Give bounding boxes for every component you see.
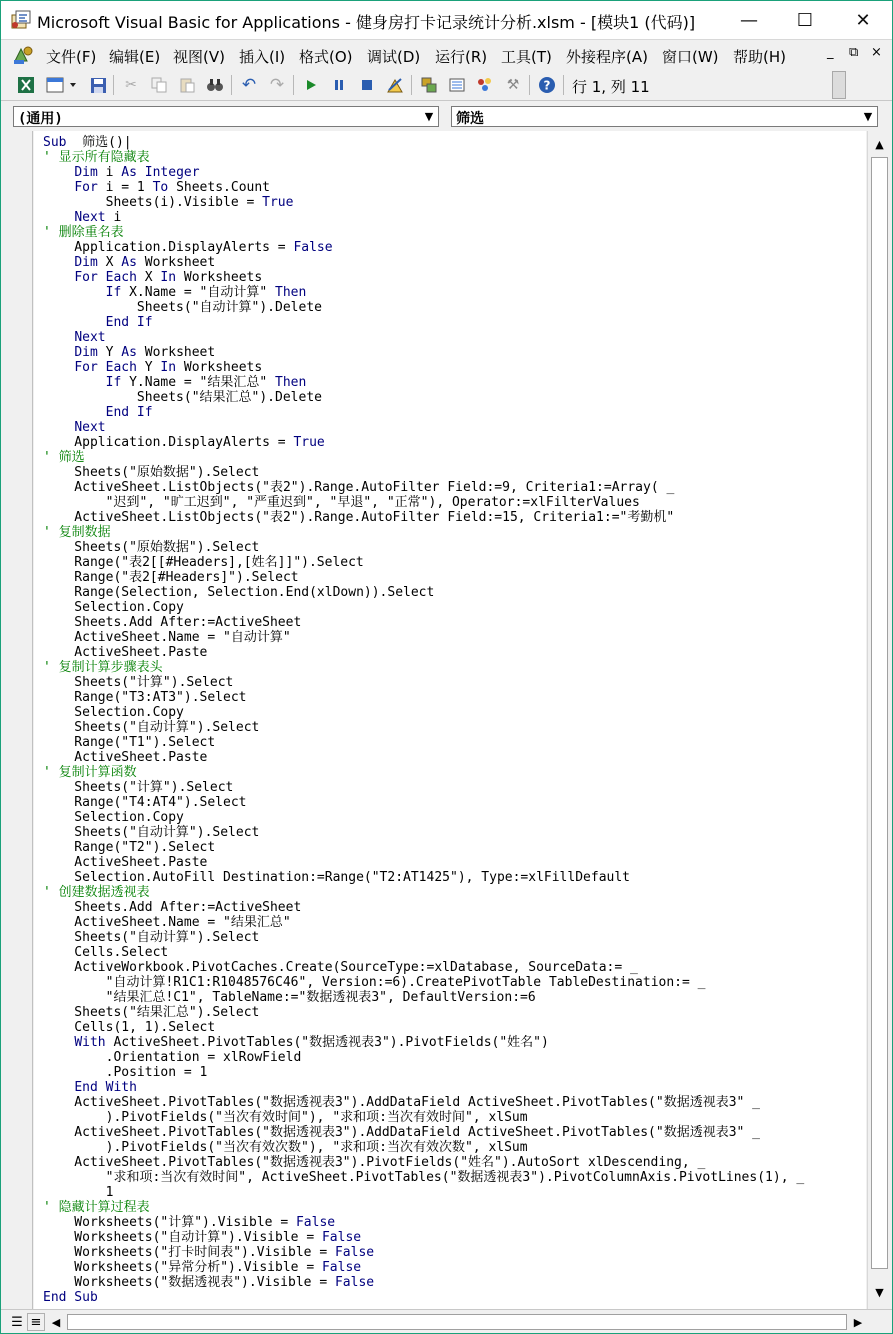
- code-token: Worksheets("异常分析").Visible =: [43, 1260, 322, 1275]
- code-token: i = 1: [97, 180, 153, 195]
- code-line[interactable]: [43, 240, 804, 255]
- code-line[interactable]: [43, 330, 804, 345]
- help-button[interactable]: [537, 75, 557, 95]
- code-token: Y.Name = "结果汇总": [121, 375, 276, 390]
- code-token: ).PivotFields("当次有效次数"), "求和项:当次有效次数", xlSum: [43, 1140, 528, 1155]
- break-button[interactable]: [329, 75, 349, 95]
- code-token: Sheets("原始数据").Select: [43, 540, 260, 555]
- cursor-position-readout: 行 1, 列 11: [572, 78, 650, 96]
- code-token: Sheets("结果汇总").Select: [43, 1005, 260, 1020]
- code-keyword: Then: [275, 285, 307, 300]
- code-token: Worksheets("自动计算").Visible =: [43, 1230, 322, 1245]
- scroll-right-icon[interactable]: ▶: [853, 1315, 863, 1329]
- code-token: Range("T1").Select: [43, 735, 216, 750]
- insert-userform-icon: [46, 76, 80, 94]
- object-combo[interactable]: [13, 106, 439, 127]
- code-line[interactable]: [43, 675, 804, 690]
- code-token: X: [136, 270, 161, 285]
- code-text[interactable]: [43, 135, 804, 1305]
- svg-text:?: ?: [543, 78, 551, 93]
- code-line[interactable]: [43, 255, 804, 270]
- code-token: Sheets("计算").Select: [43, 780, 234, 795]
- code-line[interactable]: [43, 1005, 804, 1020]
- object-browser-button[interactable]: [475, 75, 495, 95]
- code-comment: ' 复制计算步骤表头: [43, 660, 163, 675]
- code-line[interactable]: [43, 480, 804, 495]
- code-token: [43, 375, 106, 390]
- properties-icon: [448, 76, 466, 94]
- code-line[interactable]: [43, 555, 804, 570]
- code-keyword: End With: [74, 1080, 137, 1095]
- menu-file[interactable]: 文件(F): [46, 48, 97, 66]
- code-token: Y: [136, 360, 161, 375]
- toolbox-button[interactable]: [503, 75, 523, 95]
- code-line[interactable]: [43, 810, 804, 825]
- code-token: Application.DisplayAlerts =: [43, 240, 294, 255]
- code-token: [43, 285, 106, 300]
- toolbar-separator: [563, 75, 564, 95]
- vba-app-icon: [10, 9, 32, 31]
- code-token: Sheets("自动计算").Delete: [43, 300, 322, 315]
- code-keyword: With: [74, 1035, 106, 1050]
- help-icon: [538, 76, 556, 94]
- menu-bar: [1, 39, 892, 69]
- code-token: ).PivotFields("当次有效时间"), "求和项:当次有效时间", xlSum: [43, 1110, 528, 1125]
- code-keyword: Then: [275, 375, 307, 390]
- code-comment: ' 复制数据: [43, 525, 111, 540]
- code-token: X: [97, 255, 122, 270]
- find-button[interactable]: [205, 75, 225, 95]
- mdi-minimize-button[interactable]: _: [827, 45, 834, 60]
- excel-icon: [17, 76, 35, 94]
- menu-addins[interactable]: 外接程序(A): [566, 48, 648, 66]
- code-token: ActiveSheet.PivotTables("数据透视表3").PivotFields("姓名"): [105, 1035, 549, 1050]
- code-line[interactable]: [43, 705, 804, 720]
- code-line[interactable]: [43, 990, 804, 1005]
- toolbar-separator: [293, 75, 294, 95]
- code-token: "迟到", "旷工迟到", "严重迟到", "早退", "正常"), Operator:=xlFilterValues: [43, 495, 640, 510]
- code-keyword: Dim: [74, 165, 98, 180]
- break-icon: [333, 79, 345, 91]
- scroll-left-icon[interactable]: ◀: [51, 1315, 61, 1329]
- code-line[interactable]: [43, 135, 804, 150]
- code-pane: [1, 131, 892, 1309]
- cut-icon: ✂: [125, 77, 137, 93]
- copy-button[interactable]: [149, 75, 169, 95]
- code-line[interactable]: [43, 1140, 804, 1155]
- code-keyword: End If: [105, 405, 153, 420]
- code-keyword: As: [121, 255, 137, 270]
- code-line[interactable]: [43, 795, 804, 810]
- code-token: Sheets.Add After:=ActiveSheet: [43, 615, 302, 630]
- toolbar-separator: [113, 75, 114, 95]
- code-line[interactable]: [43, 270, 804, 285]
- redo-button[interactable]: [267, 75, 287, 95]
- menu-tools[interactable]: 工具(T): [501, 48, 552, 66]
- vertical-scroll-thumb[interactable]: [871, 157, 888, 1269]
- full-module-view-button[interactable]: [27, 1313, 45, 1331]
- code-token: Selection.Copy: [43, 600, 184, 615]
- code-token: [43, 360, 74, 375]
- menu-insert[interactable]: 插入(I): [239, 48, 286, 66]
- code-token: Range("T2").Select: [43, 840, 216, 855]
- code-keyword: Integer: [144, 165, 200, 180]
- code-line[interactable]: [43, 1035, 804, 1050]
- code-keyword: End If: [105, 315, 153, 330]
- project-explorer-button[interactable]: [419, 75, 439, 95]
- code-keyword: In: [160, 270, 177, 285]
- procedure-view-button[interactable]: [9, 1313, 25, 1331]
- run-icon: [305, 79, 317, 91]
- code-keyword: False: [295, 1215, 336, 1230]
- code-line[interactable]: [43, 1170, 804, 1185]
- code-line[interactable]: [43, 915, 804, 930]
- code-token: [43, 270, 74, 285]
- code-line[interactable]: [43, 1095, 804, 1110]
- code-token: [43, 405, 106, 420]
- code-line[interactable]: [43, 885, 804, 900]
- code-line[interactable]: [43, 465, 804, 480]
- code-token: Worksheets: [176, 270, 263, 285]
- margin-indicator-bar[interactable]: [9, 131, 33, 1309]
- code-line[interactable]: [43, 300, 804, 315]
- code-token: "求和项:当次有效时间", ActiveSheet.PivotTables("数据透视表3").PivotColumnAxis.PivotLines(1), _: [43, 1170, 805, 1185]
- code-line[interactable]: [43, 570, 804, 585]
- code-token: "自动计算!R1C1:R1048576C46", Version:=6).CreatePivotTable TableDestination:= _: [43, 975, 706, 990]
- code-combo-row: [1, 101, 892, 131]
- code-keyword: True: [262, 195, 294, 210]
- code-editor[interactable]: [34, 131, 866, 1309]
- scroll-up-icon[interactable]: ▲: [875, 137, 884, 151]
- properties-button[interactable]: [447, 75, 467, 95]
- horizontal-scroll-thumb[interactable]: [67, 1314, 847, 1330]
- code-comment: ' 删除重名表: [43, 225, 124, 240]
- code-line[interactable]: [43, 1215, 804, 1230]
- code-token: [43, 420, 74, 435]
- code-token: ActiveSheet.ListObjects("表2").Range.AutoFilter Field:=9, Criteria1:=Array( _: [43, 480, 675, 495]
- maximize-button[interactable]: [777, 1, 833, 39]
- design-mode-button[interactable]: [385, 75, 405, 95]
- code-token: Sheets("结果汇总").Delete: [43, 390, 322, 405]
- cut-button[interactable]: [121, 75, 141, 95]
- code-line[interactable]: [43, 1200, 804, 1215]
- menu-window[interactable]: 窗口(W): [662, 48, 719, 66]
- undo-button[interactable]: [239, 75, 259, 95]
- code-token: Sheets(i).Visible =: [43, 195, 263, 210]
- menu-help[interactable]: 帮助(H): [733, 48, 786, 66]
- code-line[interactable]: [43, 165, 804, 180]
- code-token: Sheets("计算").Select: [43, 675, 234, 690]
- code-line[interactable]: [43, 825, 804, 840]
- code-line[interactable]: [43, 1185, 804, 1200]
- code-keyword: Next: [74, 330, 106, 345]
- code-token: ActiveSheet.Paste: [43, 645, 208, 660]
- title-bar[interactable]: [1, 1, 892, 39]
- code-token: ActiveSheet.PivotTables("数据透视表3").AddDataField ActiveSheet.PivotTables("数据透视表3" _: [43, 1125, 760, 1140]
- code-line[interactable]: [43, 690, 804, 705]
- code-line[interactable]: [43, 585, 804, 600]
- code-token: ActiveSheet.Name = "结果汇总": [43, 915, 291, 930]
- code-line[interactable]: [43, 1110, 804, 1125]
- code-token: Sheets("自动计算").Select: [43, 930, 260, 945]
- redo-icon: ↷: [269, 75, 285, 95]
- code-token: Worksheets("数据透视表").Visible =: [43, 1275, 335, 1290]
- code-line[interactable]: [43, 1065, 804, 1080]
- code-token: X.Name = "自动计算": [121, 285, 276, 300]
- toolbox-icon: ⚒: [506, 77, 520, 93]
- code-token: i: [105, 210, 122, 225]
- code-line[interactable]: [43, 870, 804, 885]
- code-token: [43, 1080, 74, 1095]
- code-line[interactable]: [43, 435, 804, 450]
- code-comment: ' 筛选: [43, 450, 85, 465]
- code-keyword: For Each: [74, 360, 137, 375]
- code-line[interactable]: [43, 975, 804, 990]
- procedure-combo[interactable]: [451, 106, 878, 127]
- code-keyword: False: [334, 1275, 375, 1290]
- code-token: Range("T4:AT4").Select: [43, 795, 247, 810]
- menu-format[interactable]: 格式(O): [299, 48, 353, 66]
- code-keyword: False: [334, 1245, 375, 1260]
- code-token: Range("表2[#Headers]").Select: [43, 570, 299, 585]
- bottom-bar: [1, 1309, 892, 1333]
- code-token: Worksheet: [136, 345, 216, 360]
- code-comment: ' 创建数据透视表: [43, 885, 150, 900]
- code-token: [43, 345, 74, 360]
- code-line[interactable]: [43, 1290, 804, 1305]
- code-keyword: Dim: [74, 255, 98, 270]
- code-token: [43, 315, 106, 330]
- code-line[interactable]: [43, 630, 804, 645]
- code-line[interactable]: [43, 450, 804, 465]
- code-line[interactable]: [43, 375, 804, 390]
- code-line[interactable]: [43, 1080, 804, 1095]
- code-token: .Orientation = xlRowField: [43, 1050, 302, 1065]
- code-line[interactable]: [43, 900, 804, 915]
- code-token: [43, 1035, 74, 1050]
- code-token: Worksheets("打卡时间表").Visible =: [43, 1245, 335, 1260]
- code-line[interactable]: [43, 525, 804, 540]
- paste-icon: [179, 77, 195, 93]
- code-line[interactable]: [43, 615, 804, 630]
- scroll-down-icon[interactable]: ▼: [875, 1285, 884, 1299]
- code-line[interactable]: [43, 1050, 804, 1065]
- code-keyword: For: [74, 180, 98, 195]
- reset-icon: [361, 79, 373, 91]
- code-token: Application.DisplayAlerts =: [43, 435, 294, 450]
- code-token: ActiveSheet.Paste: [43, 855, 208, 870]
- code-token: Worksheet: [136, 255, 216, 270]
- code-line[interactable]: [43, 1245, 804, 1260]
- code-keyword: As: [121, 345, 137, 360]
- save-button[interactable]: [88, 75, 108, 95]
- code-token: Worksheets: [176, 360, 263, 375]
- code-token: ActiveSheet.Paste: [43, 750, 208, 765]
- code-line[interactable]: [43, 600, 804, 615]
- code-line[interactable]: [43, 855, 804, 870]
- code-token: Sheets.Add After:=ActiveSheet: [43, 900, 302, 915]
- code-line[interactable]: [43, 945, 804, 960]
- code-keyword: If: [105, 375, 122, 390]
- code-keyword: Sub: [43, 135, 67, 150]
- code-line[interactable]: [43, 225, 804, 240]
- design-mode-icon: [386, 76, 404, 94]
- toolbar-separator: [411, 75, 412, 95]
- minimize-icon: —: [740, 9, 758, 31]
- code-token: Sheets("自动计算").Select: [43, 825, 260, 840]
- code-keyword: Next: [74, 420, 106, 435]
- code-keyword: False: [321, 1230, 362, 1245]
- code-keyword: For Each: [74, 270, 137, 285]
- code-line[interactable]: [43, 405, 804, 420]
- code-token: Cells.Select: [43, 945, 169, 960]
- code-token: Cells(1, 1).Select: [43, 1020, 216, 1035]
- code-line[interactable]: [43, 960, 804, 975]
- code-line[interactable]: [43, 510, 804, 525]
- code-keyword: False: [293, 240, 333, 255]
- minimize-button[interactable]: [721, 1, 777, 39]
- code-line[interactable]: [43, 1125, 804, 1140]
- mdi-restore-button[interactable]: ⧉: [849, 45, 859, 60]
- code-keyword: Dim: [74, 345, 98, 360]
- code-line[interactable]: [43, 780, 804, 795]
- code-token: Sheets.Count: [168, 180, 270, 195]
- chevron-down-icon[interactable]: ▼: [859, 107, 877, 126]
- code-token: 筛选()|: [66, 135, 132, 150]
- paste-button[interactable]: [177, 75, 197, 95]
- code-token: ActiveSheet.PivotTables("数据透视表3").AddDataField ActiveSheet.PivotTables("数据透视表3" _: [43, 1095, 760, 1110]
- code-token: Sheets("原始数据").Select: [43, 465, 260, 480]
- code-line[interactable]: [43, 930, 804, 945]
- code-line[interactable]: [43, 540, 804, 555]
- code-line[interactable]: [43, 210, 804, 225]
- code-keyword: If: [105, 285, 122, 300]
- code-line[interactable]: [43, 645, 804, 660]
- vertical-scrollbar[interactable]: [867, 131, 891, 1309]
- code-token: [43, 255, 74, 270]
- code-token: [43, 165, 74, 180]
- code-keyword: In: [160, 360, 177, 375]
- find-icon: [206, 77, 224, 93]
- code-line[interactable]: [43, 735, 804, 750]
- menu-debug[interactable]: 调试(D): [367, 48, 421, 66]
- object-combo-value: (通用): [18, 111, 63, 127]
- view-excel-button[interactable]: [16, 75, 36, 95]
- insert-userform-button[interactable]: [45, 75, 81, 95]
- code-line[interactable]: [43, 420, 804, 435]
- code-token: ActiveSheet.Name = "自动计算": [43, 630, 291, 645]
- code-token: Worksheets("计算").Visible =: [43, 1215, 296, 1230]
- code-line[interactable]: [43, 150, 804, 165]
- code-line[interactable]: [43, 1275, 804, 1290]
- code-comment: ' 复制计算函数: [43, 765, 137, 780]
- code-line[interactable]: [43, 390, 804, 405]
- code-line[interactable]: [43, 495, 804, 510]
- code-keyword: End Sub: [43, 1290, 98, 1305]
- toolbar-options-grip[interactable]: [832, 71, 846, 99]
- code-token: Selection.AutoFill Destination:=Range("T2:AT1425"), Type:=xlFillDefault: [43, 870, 630, 885]
- menu-run[interactable]: 运行(R): [435, 48, 488, 66]
- code-keyword: False: [321, 1260, 362, 1275]
- code-keyword: As: [121, 165, 137, 180]
- code-line[interactable]: [43, 360, 804, 375]
- code-token: Selection.Copy: [43, 810, 184, 825]
- menu-edit[interactable]: 编辑(E): [109, 48, 161, 66]
- code-line[interactable]: [43, 720, 804, 735]
- code-token: ActiveSheet.ListObjects("表2").Range.AutoFilter Field:=15, Criteria1:="考勤机": [43, 510, 675, 525]
- window-title: Microsoft Visual Basic for Applications - 健身房打卡记录统计分析.xlsm - [模块1 (代码)]: [37, 13, 696, 32]
- code-comment: ' 显示所有隐藏表: [43, 150, 150, 165]
- code-token: 1: [43, 1185, 114, 1200]
- code-token: Range("表2[[#Headers],[姓名]]").Select: [43, 555, 364, 570]
- object-browser-icon: [476, 76, 494, 94]
- mdi-close-button[interactable]: ×: [871, 45, 882, 60]
- code-line[interactable]: [43, 345, 804, 360]
- close-icon: ✕: [855, 9, 871, 31]
- code-token: Y: [97, 345, 122, 360]
- code-token: [43, 180, 74, 195]
- code-line[interactable]: [43, 840, 804, 855]
- close-button[interactable]: [835, 1, 891, 39]
- code-line[interactable]: [43, 180, 804, 195]
- code-line[interactable]: [43, 315, 804, 330]
- code-token: [137, 165, 145, 180]
- full-module-view-icon: ≡: [30, 1314, 42, 1330]
- code-token: ActiveSheet.PivotTables("数据透视表3").PivotFields("姓名").AutoSort xlDescending, _: [43, 1155, 706, 1170]
- code-token: ActiveWorkbook.PivotCaches.Create(SourceType:=xlDatabase, SourceData:= _: [43, 960, 638, 975]
- save-icon: [90, 77, 107, 94]
- code-token: Selection.Copy: [43, 705, 184, 720]
- code-line[interactable]: [43, 1155, 804, 1170]
- chevron-down-icon[interactable]: ▼: [420, 107, 438, 126]
- code-token: i: [97, 165, 122, 180]
- code-line[interactable]: [43, 1260, 804, 1275]
- procedure-combo-value: 筛选: [456, 111, 484, 127]
- code-line[interactable]: [43, 660, 804, 675]
- undo-icon: ↶: [241, 75, 257, 95]
- code-keyword: To: [152, 180, 169, 195]
- code-line[interactable]: [43, 1230, 804, 1245]
- code-token: [43, 210, 74, 225]
- run-button[interactable]: [301, 75, 321, 95]
- menu-view[interactable]: 视图(V): [173, 48, 225, 66]
- standard-toolbar: [1, 69, 892, 101]
- code-line[interactable]: [43, 750, 804, 765]
- code-token: [43, 330, 74, 345]
- code-token: Sheets("自动计算").Select: [43, 720, 260, 735]
- code-token: "结果汇总!C1", TableName:="数据透视表3", DefaultVersion:=6: [43, 990, 536, 1005]
- maximize-icon: ☐: [796, 9, 814, 31]
- code-token: Range("T3:AT3").Select: [43, 690, 247, 705]
- procedure-view-icon: ☰: [11, 1314, 23, 1330]
- toolbar-separator: [529, 75, 530, 95]
- copy-icon: [151, 77, 167, 93]
- code-line[interactable]: [43, 1020, 804, 1035]
- toolbar-separator: [231, 75, 232, 95]
- code-line[interactable]: [43, 195, 804, 210]
- code-token: Range(Selection, Selection.End(xlDown)).Select: [43, 585, 435, 600]
- code-window-icon[interactable]: [11, 43, 35, 67]
- code-comment: ' 隐藏计算过程表: [43, 1200, 150, 1215]
- reset-button[interactable]: [357, 75, 377, 95]
- code-keyword: Next: [74, 210, 106, 225]
- code-keyword: True: [293, 435, 325, 450]
- code-token: .Position = 1: [43, 1065, 208, 1080]
- project-explorer-icon: [420, 76, 438, 94]
- code-line[interactable]: [43, 765, 804, 780]
- code-line[interactable]: [43, 285, 804, 300]
